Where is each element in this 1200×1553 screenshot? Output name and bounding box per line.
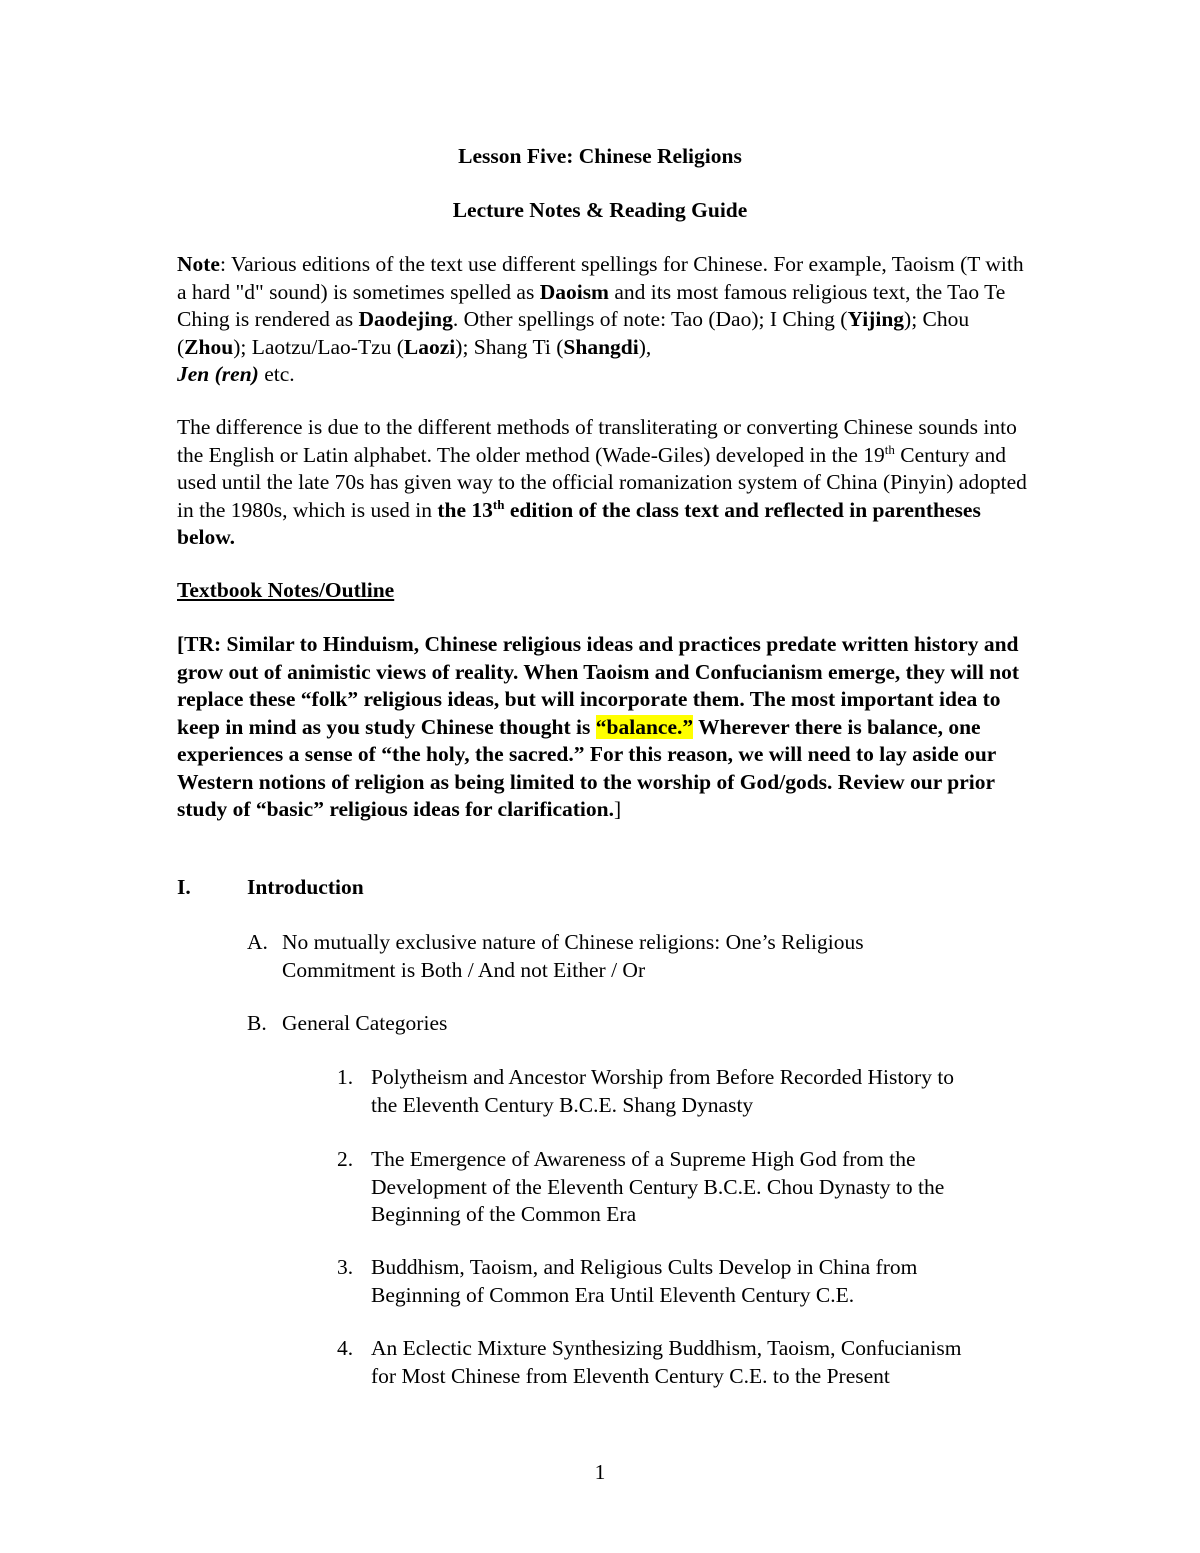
transliteration-paragraph: The difference is due to the different methods of transliterating or converting Chinese sounds into the English or Latin alphabet. The older method (Wade-Giles) developed in the 19th Century and used until the late 70s has given way to the official romanization system of China (Pinyin) adopted in the 1980s, which is used in the 13th edition of the class text and reflected in parentheses below.	[177, 415, 1027, 549]
note-paragraph: Note: Various editions of the text use different spellings for Chinese. For example, Taoism (T with a hard "d" sound) is sometimes spelled as Daoism and its most famous religious text, the Tao Te Ching is rendered as Daodejing. Other spellings of note: Tao (Dao); I Ching (Yijing); Chou (Zhou); Laotzu/Lao-Tzu (Laozi); Shang Ti (Shangdi), Jen (ren) etc.	[177, 252, 1024, 386]
page-subtitle: Lecture Notes & Reading Guide	[452, 198, 748, 222]
page-number: 1	[594, 1460, 606, 1484]
section-heading: Textbook Notes/Outline	[177, 578, 395, 602]
document-page: Lesson Five: Chinese Religions Lecture Notes & Reading Guide Note: Various editions of the text use different spellings for Chinese. For example, Taoism (T with a hard "d" sound) is sometimes spelled as Daoism and its most famous religious text, the Tao Te Ching is rendered as Daodejing. Other spellings of note: Tao (Dao); I Ching (Yijing); Chou (Zhou); Laotzu/Lao-Tzu (Laozi); Shang Ti (Shangdi), Jen (ren) etc. The difference is due to the different methods of transliterating or converting Chinese sounds into the English or Latin alphabet. The older method (Wade-Giles) developed in the 19th Century and used until the late 70s has given way to the official romanization system of China (Pinyin) adopted in the 1980s, which is used in the 13th edition of the class text and reflected in parentheses below. Textbook Notes/Outline [TR: Similar to Hinduism, Chinese religious ideas and practices predate written history and grow out of animistic views of reality. When Taoism and Confucianism emerge, they will not replace these “folk” religious ideas, but will incorporate them. The most important idea to keep in mind as you study Chinese thought is “balance.” Wherever there is balance, one experiences a sense of “the holy, the sacred.” For this reason, we will need to lay aside our Western notions of religion as being limited to the worship of God/gods. Review our prior study of “basic” religious ideas for clarification.] I. Introduction A. No mutually exclusive nature of Chinese religions: One’s Religious Commitment is Both / And not Either / Or B. General Categories 1. Polytheism and Ancestor Worship from Before Recorded History to the Eleventh Century B.C.E. Shang Dynasty 2. The Emergence of Awareness of a Supreme High God from the Development of the Eleventh Century B.C.E. Chou Dynasty to the Beginning of the Common Era 3. Buddhism, Taoism, and Religious Cults Develop in China from Beginning of Common Era Until Eleventh Century C.E. 4. An Eclectic Mixture Synthesizing Buddhism, Taoism, Confucianism for Most Chinese from Eleventh Century C.E. to the Present 1	[0, 0, 1200, 1553]
tr-note-paragraph: [TR: Similar to Hinduism, Chinese religious ideas and practices predate written history and grow out of animistic views of reality. When Taoism and Confucianism emerge, they will not replace these “folk” religious ideas, but will incorporate them. The most important idea to keep in mind as you study Chinese thought is “balance.” Wherever there is balance, one experiences a sense of “the holy, the sacred.” For this reason, we will need to lay aside our Western notions of religion as being limited to the worship of God/gods. Review our prior study of “basic” religious ideas for clarification.]	[177, 632, 1020, 821]
page-title: Lesson Five: Chinese Religions	[458, 144, 742, 168]
highlighted-word: “balance.”	[595, 714, 694, 739]
